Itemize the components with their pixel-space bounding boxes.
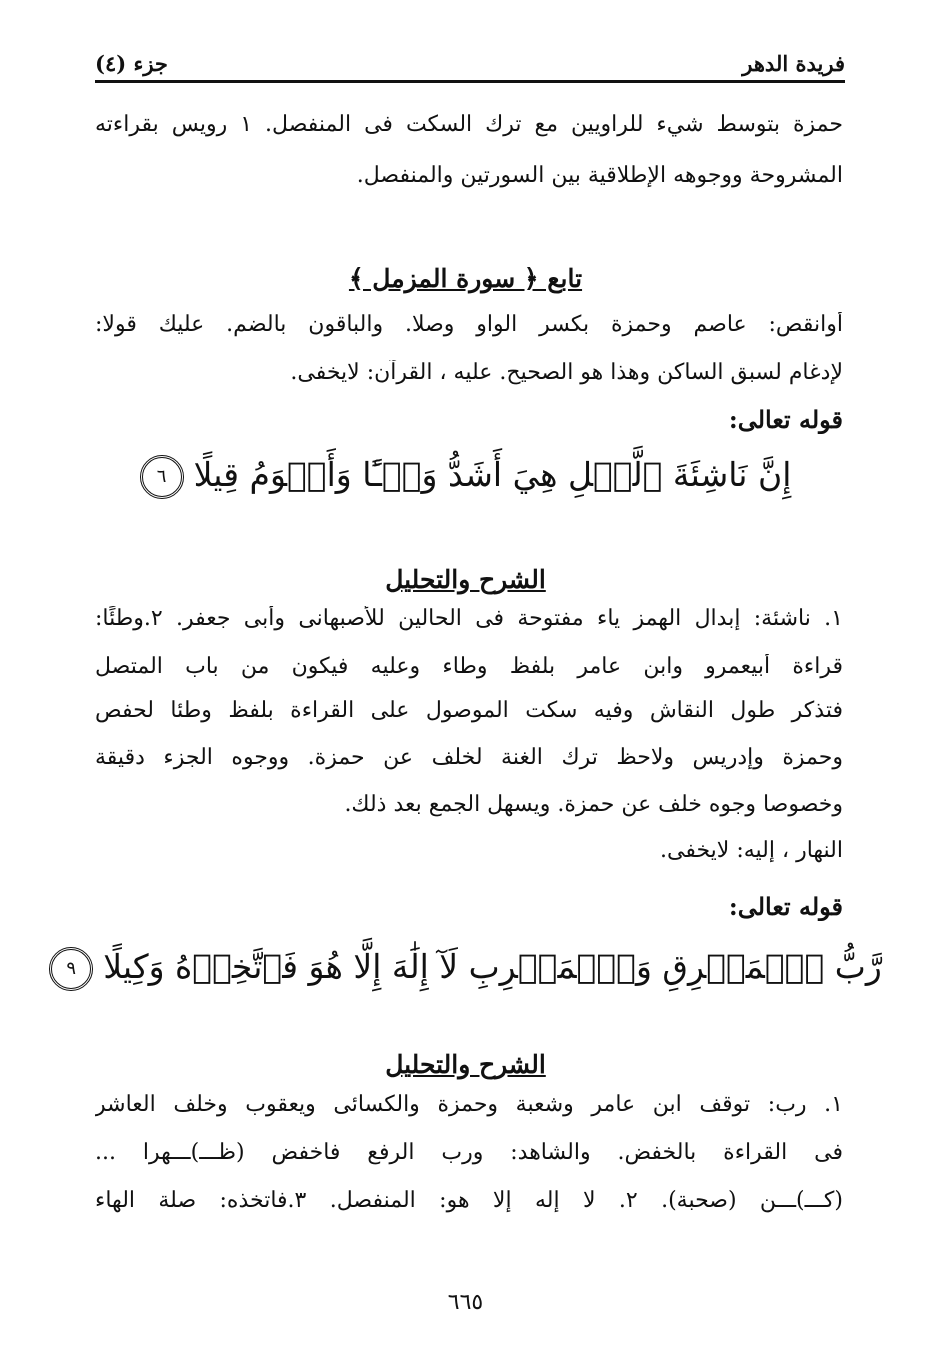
verse-intro-1: قوله تعالى: bbox=[728, 405, 843, 434]
ayah-number-icon: ٦ bbox=[140, 455, 184, 499]
analysis-1-line-3: فتذكر طول النقاش وفيه سكت الموصول على القراءة بلفظ وطئا لحفص bbox=[95, 698, 843, 723]
analysis-2-line-1: ١. رب: توقف ابن عامر وشعبة وحمزة والكسائى ويعقوب وخلف العاشر bbox=[95, 1092, 843, 1117]
verse-text: رَّبُّ ٱلۡمَشۡرِقِ وَٱلۡمَغۡرِبِ لَآ إِلَٰهَ إِلَّا هُوَ فَٱتَّخِذۡهُ وَكِيلًا bbox=[103, 947, 882, 986]
page-number: ٦٦٥ bbox=[447, 1290, 484, 1315]
quran-verse-2 bbox=[0, 947, 931, 991]
verse-intro-2: قوله تعالى: bbox=[728, 892, 843, 921]
analysis-1-line-2: قراءة أبيعمرو وابن عامر بلفظ وطاء وعليه فيكون من باب المتصل bbox=[95, 654, 843, 679]
analysis-1-line-6: النهار ، إليه: لايخفى. bbox=[660, 838, 843, 863]
notes-line-1: أوانقص: عاصم وحمزة بكسر الواو وصلا. والباقون بالضم. عليك قولا: bbox=[95, 312, 843, 337]
intro-line-1: حمزة بتوسط شيء للراويين مع ترك السكت فى المنفصل. ١ رويس بقراءته bbox=[95, 112, 843, 137]
part-label: جزء (٤) bbox=[95, 51, 168, 76]
analysis-1-line-5: وخصوصا وجوه خلف عن حمزة. ويسهل الجمع بعد ذلك. bbox=[344, 792, 843, 817]
analysis-2-line-3: (كـــ)ـــن (صحبة). ٢. لا إله إلا هو: المنفصل. ٣.فاتخذه: صلة الهاء bbox=[95, 1188, 843, 1213]
analysis-2-line-2: فى القراءة بالخفض. والشاهد: ورب الرفع فاخفض (ظـــ)ـــهرا ... bbox=[95, 1140, 843, 1165]
notes-line-2: لإدغام لسبق الساكن وهذا هو الصحيح. عليه ، القرآن: لايخفى. bbox=[290, 360, 843, 385]
analysis-1-line-4: وحمزة وإدريس ولاحظ ترك الغنة لخلف عن حمزة. ووجوه الجزء دقيقة bbox=[95, 745, 843, 770]
quran-verse-1 bbox=[0, 455, 931, 499]
analysis-title-2: الشرح والتحليل bbox=[385, 1050, 546, 1079]
ayah-number-icon: ٩ bbox=[49, 947, 93, 991]
section-title: تابع ﴿ سورة المزمل ﴾ bbox=[348, 264, 583, 293]
analysis-title-1: الشرح والتحليل bbox=[385, 565, 546, 594]
intro-line-2: المشروحة ووجوهه الإطلاقية بين السورتين والمنفصل. bbox=[356, 163, 843, 188]
book-title: فريدة الدهر bbox=[742, 51, 845, 76]
analysis-1-line-1: ١. ناشئة: إبدال الهمز ياء مفتوحة فى الحالين للأصبهانى وأبى جعفر. ٢.وطئًا: bbox=[95, 606, 843, 631]
running-header bbox=[95, 40, 845, 83]
verse-text: إِنَّ نَاشِئَةَ ٱلَّيۡلِ هِيَ أَشَدُّ وَطۡـًٔا وَأَقۡوَمُ قِيلًا bbox=[193, 455, 792, 494]
